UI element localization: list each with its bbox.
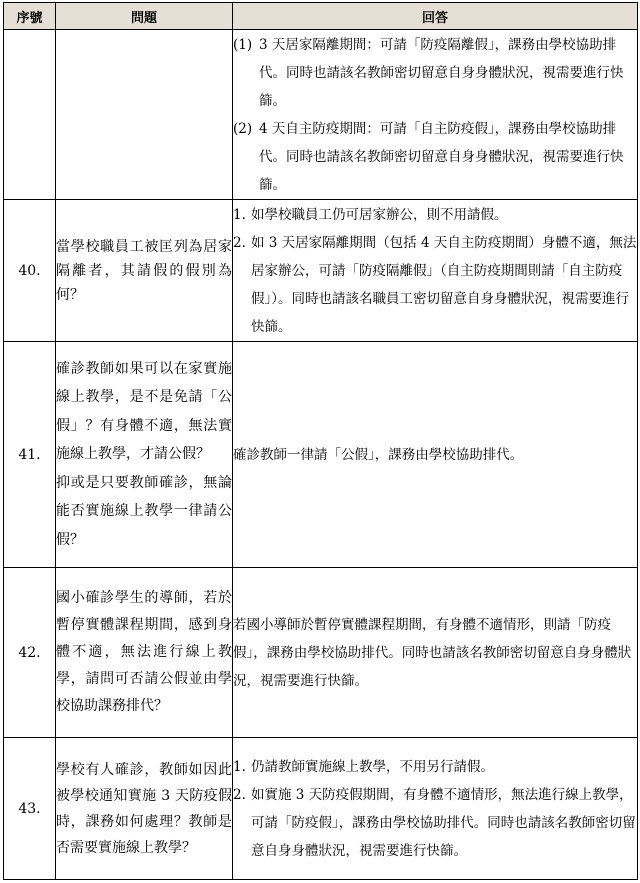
row-number: 40.	[4, 200, 56, 342]
table-row	[4, 342, 638, 568]
answer-item	[233, 781, 637, 865]
question-text: 學校有人確診，教師如因此被學校通知實施 3 天防疫假時，課務如何處理？教師是否需要實施線上教學？	[56, 761, 232, 856]
answer-item	[233, 611, 637, 695]
answer-marker: 2.	[233, 234, 246, 251]
header-question: 問題	[56, 3, 233, 30]
table-row	[4, 30, 638, 200]
table-row	[4, 200, 638, 342]
question-cell	[56, 200, 233, 342]
question-cell	[56, 342, 233, 568]
header-num: 序號	[4, 3, 56, 30]
question-text: 抑或是只要教師確診，無論能否實施線上教學一律請公假？	[56, 474, 232, 548]
answer-cell	[233, 738, 638, 880]
answer-cell	[233, 342, 638, 568]
question-cell	[56, 738, 233, 880]
answer-item	[233, 753, 637, 781]
answer-text: 4 天自主防疫期間：可請「自主防疫假」，課務由學校協助排代。同時也請該名教師密切留意自身身體狀況，視需要進行快篩。	[259, 120, 624, 193]
answer-text: 仍請教師實施線上教學，不用另行請假。	[251, 758, 494, 775]
header-row	[4, 3, 638, 30]
question-text: 國小確診學生的導師，若於暫停實體課程期間，感到身體不適，無法進行線上教學，請問可否請公假並由學校協助課務排代？	[56, 590, 232, 714]
answer-marker: 1.	[233, 758, 246, 775]
header-answer: 回答	[233, 3, 638, 30]
answer-marker: (1)	[233, 36, 253, 53]
answer-text: 如實施 3 天防疫假期間，有身體不適情形，無法進行線上教學，可請「防疫假」，課務由學校協助排代。同時也請該名教師密切留意自身身體狀況，視需要進行快篩。	[251, 786, 636, 859]
answer-text: 3 天居家隔離期間：可請「防疫隔離假」，課務由學校協助排代。同時也請該名教師密切留意自身身體狀況，視需要進行快篩。	[259, 36, 624, 109]
answer-marker: (2)	[233, 120, 253, 137]
faq-table	[3, 2, 638, 880]
answer-marker: 2.	[233, 786, 246, 803]
answer-item	[233, 229, 637, 341]
row-number: 43.	[4, 738, 56, 880]
question-cell	[56, 568, 233, 738]
row-number	[4, 30, 56, 200]
table-row	[4, 738, 638, 880]
answer-marker: 1.	[233, 206, 246, 223]
question-text: 當學校職員工被匡列為居家隔離者，其請假的假別為何？	[56, 238, 232, 303]
question-text: 確診教師如果可以在家實施線上教學，是不是免請「公假」？有身體不適，無法實施線上教學，才請公假？	[56, 360, 232, 463]
answer-text: 若國小導師於暫停實體課程期間，有身體不適情形，則請「防疫假」，課務由學校協助排代。同時也請該名教師密切留意自身身體狀況，視需要進行快篩。	[233, 616, 632, 689]
row-number: 42.	[4, 568, 56, 738]
answer-cell	[233, 30, 638, 200]
answer-item	[233, 441, 637, 469]
answer-text: 如學校職員工仍可居家辦公，則不用請假。	[251, 206, 508, 223]
answer-text: 如 3 天居家隔離期間（包括 4 天自主防疫期間）身體不適，無法居家辦公，可請「防疫隔離假」（自主防疫期間則請「自主防疫假」）。同時也請該名職員工密切留意自身身體狀況，視需要進行快篩。	[251, 234, 637, 335]
answer-item	[233, 201, 637, 229]
question-cell	[56, 30, 233, 200]
answer-text: 確診教師一律請「公假」，課務由學校協助排代。	[233, 446, 524, 463]
answer-item	[233, 31, 637, 115]
table-row	[4, 568, 638, 738]
answer-cell	[233, 568, 638, 738]
answer-cell	[233, 200, 638, 342]
row-number: 41.	[4, 342, 56, 568]
answer-item	[233, 115, 637, 199]
